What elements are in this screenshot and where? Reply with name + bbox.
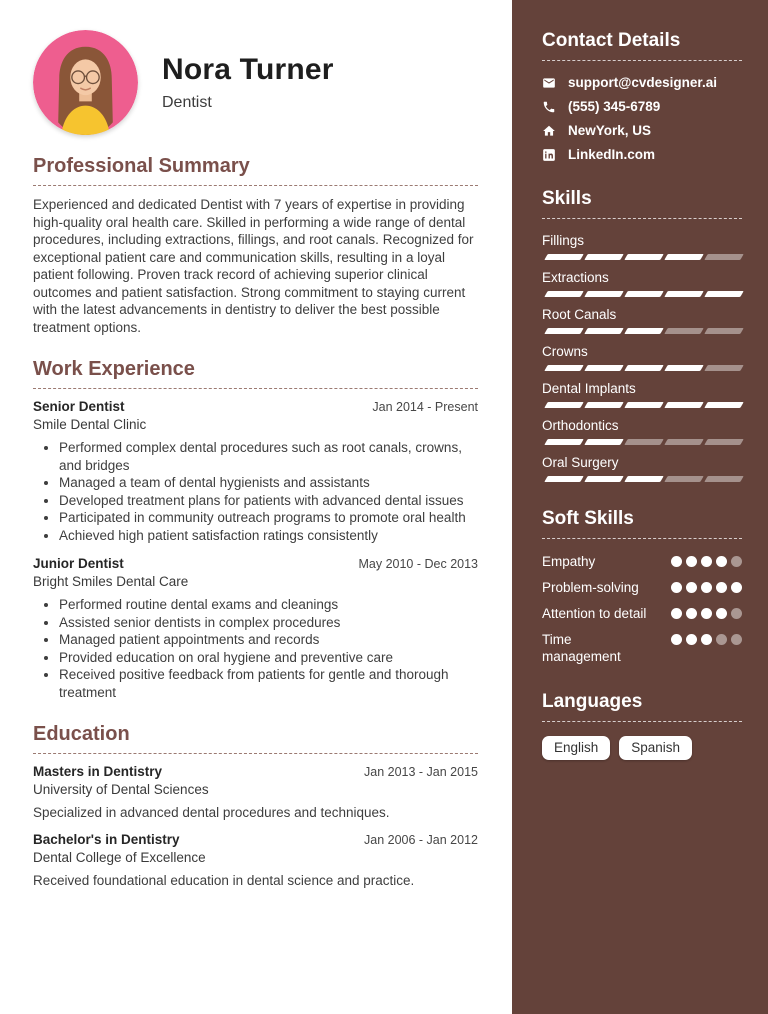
skill-dots [671,553,742,570]
contact-text: (555) 345-6789 [568,99,661,114]
education-list [33,764,478,888]
skill-dot [701,582,712,593]
skill-bar-segment [584,365,623,371]
job-bullet: • Managed patient appointments and records [59,631,478,649]
contact-item [542,123,742,138]
job-entry [33,556,478,701]
contact-item [542,147,742,162]
school: University of Dental Sciences [33,782,209,797]
soft-skill-label: Attention to detail [542,606,647,621]
skill-bar-segment [584,291,623,297]
job-bullet: • Provided education on oral hygiene and preventive care [59,649,478,667]
language-pill: Spanish [619,736,692,760]
skill-bar-segment [664,439,703,445]
job-company: Bright Smiles Dental Care [33,574,189,589]
sidebar-section-languages [542,691,742,760]
sidebar-section-contact [542,30,742,162]
skill-dot [671,608,682,619]
education-dates: Jan 2006 - Jan 2012 [364,833,478,847]
home-icon [542,124,556,138]
skill-dot [686,582,697,593]
job-dates: Jan 2014 - Present [372,400,478,414]
education-note: Specialized in advanced dental procedures and techniques. [33,805,390,820]
skill-dot [701,608,712,619]
skill-bar [542,439,742,445]
soft-skills-heading: Soft Skills [542,508,742,539]
skill-bar-segment [664,328,703,334]
skill-bar [542,365,742,371]
sidebar-section-skills [542,188,742,482]
job-company: Smile Dental Clinic [33,417,147,432]
skill-bar-segment [544,476,583,482]
soft-skill-row [542,579,742,596]
skill-bar-segment [664,291,703,297]
skill-bar-segment [544,439,583,445]
skill-dot [731,582,742,593]
skill-bar-segment [624,365,663,371]
skill-row [542,418,742,445]
section-education [33,723,478,888]
skill-dots [671,579,742,596]
skill-bar [542,476,742,482]
email-icon [542,76,556,90]
skill-label: Oral Surgery [542,455,619,470]
school: Dental College of Excellence [33,850,206,865]
skill-bar [542,254,742,260]
skill-bar-segment [704,365,743,371]
skill-dots [671,605,742,622]
soft-skill-row [542,605,742,622]
job-bullet: • Achieved high patient satisfaction ratings consistently [59,527,478,545]
skill-bar-segment [584,439,623,445]
education-dates: Jan 2013 - Jan 2015 [364,765,478,779]
person-name: Nora Turner [162,53,334,86]
soft-skill-label: Time management [542,632,621,664]
skills-heading: Skills [542,188,742,219]
summary-text: Experienced and dedicated Dentist with 7 years of expertise in providing high-quality oral health care. Skilled in performing a wide range of dental procedures, including extractions, fillings, and root canals. Recognized for exceptional patient care and communication skills, resulting in a loyal patient following. Proven track record of achieving superior clinical outcomes and patient satisfaction. Strong commitment to staying current with the latest advancements in dentistry to deliver the best possible treatment options. [33,197,474,335]
section-work [33,358,478,701]
education-entry [33,832,478,888]
skill-dot [686,556,697,567]
soft-skill-row [542,631,742,665]
skill-dot [731,608,742,619]
section-summary [33,155,478,336]
skill-bar-segment [624,291,663,297]
contact-text: NewYork, US [568,123,652,138]
skill-row [542,344,742,371]
skill-row [542,381,742,408]
skill-bar-segment [624,439,663,445]
skill-bar-segment [584,402,623,408]
skill-bar-segment [544,328,583,334]
job-dates: May 2010 - Dec 2013 [358,557,478,571]
skill-label: Root Canals [542,307,617,322]
contact-text: support@cvdesigner.ai [568,75,717,90]
job-bullet: • Performed routine dental exams and cleanings [59,596,478,614]
languages-heading: Languages [542,691,742,722]
soft-skills-list [542,553,742,665]
skill-row [542,270,742,297]
sidebar [512,0,768,1014]
skill-bar [542,291,742,297]
skill-bar-segment [544,254,583,260]
skill-dot [671,582,682,593]
skill-bar-segment [624,328,663,334]
skill-dot [716,556,727,567]
linkedin-icon [542,148,556,162]
job-header [33,399,478,414]
skill-label: Orthodontics [542,418,619,433]
work-heading: Work Experience [33,358,478,389]
skill-row [542,233,742,260]
skill-bar-segment [704,439,743,445]
soft-skill-label: Empathy [542,554,596,569]
skills-list [542,233,742,482]
skill-bar-segment [584,254,623,260]
contact-item [542,75,742,90]
skill-bar-segment [664,365,703,371]
job-entry [33,399,478,544]
skill-dot [686,608,697,619]
skill-bar-segment [704,476,743,482]
skill-bar [542,328,742,334]
skill-label: Extractions [542,270,609,285]
job-bullets [33,596,478,701]
skill-dot [671,634,682,645]
summary-heading: Professional Summary [33,155,478,186]
skill-dot [716,608,727,619]
education-heading: Education [33,723,478,754]
soft-skill-row [542,553,742,570]
skill-bar-segment [544,365,583,371]
degree: Masters in Dentistry [33,764,163,779]
avatar-illustration [33,30,138,135]
skill-bar-segment [664,476,703,482]
skill-bar-segment [624,254,663,260]
job-bullet: • Assisted senior dentists in complex procedures [59,614,478,632]
skill-bar-segment [624,476,663,482]
language-pill: English [542,736,610,760]
skill-dots [671,631,742,665]
skill-dot [731,556,742,567]
education-header [33,832,478,847]
job-bullet: • Performed complex dental procedures such as root canals, crowns, and bridges [59,439,478,474]
header [33,30,478,135]
skill-bar-segment [664,402,703,408]
skill-bar-segment [704,328,743,334]
skill-label: Fillings [542,233,585,248]
education-entry [33,764,478,820]
languages-list [542,736,742,760]
skill-bar-segment [584,328,623,334]
skill-row [542,455,742,482]
job-title: Junior Dentist [33,556,124,571]
avatar [33,30,138,135]
skill-bar-segment [704,291,743,297]
skill-label: Crowns [542,344,588,359]
skill-dot [716,634,727,645]
skill-dot [686,634,697,645]
skill-bar-segment [624,402,663,408]
job-bullets [33,439,478,544]
skill-row [542,307,742,334]
sidebar-section-soft-skills [542,508,742,665]
skill-bar-segment [544,291,583,297]
job-bullet: • Developed treatment plans for patients with advanced dental issues [59,492,478,510]
education-note: Received foundational education in dental science and practice. [33,873,415,888]
soft-skill-label: Problem-solving [542,580,639,595]
skill-dot [701,634,712,645]
job-bullet: • Participated in community outreach programs to promote oral health [59,509,478,527]
phone-icon [542,100,556,114]
job-title: Senior Dentist [33,399,125,414]
contact-text: LinkedIn.com [568,147,656,162]
skill-label: Dental Implants [542,381,636,396]
skill-dot [701,556,712,567]
skill-bar-segment [584,476,623,482]
job-bullet: • Managed a team of dental hygienists and assistants [59,474,478,492]
contact-heading: Contact Details [542,30,742,61]
header-text [162,53,334,112]
jobs-list [33,399,478,701]
skill-bar [542,402,742,408]
job-header [33,556,478,571]
skill-bar-segment [544,402,583,408]
skill-bar-segment [704,402,743,408]
skill-bar-segment [704,254,743,260]
skill-dot [716,582,727,593]
person-title: Dentist [162,94,212,111]
job-bullet: • Received positive feedback from patients for gentle and thorough treatment [59,666,478,701]
skill-dot [731,634,742,645]
contact-item [542,99,742,114]
skill-bar-segment [664,254,703,260]
skill-dot [671,556,682,567]
education-header [33,764,478,779]
degree: Bachelor's in Dentistry [33,832,180,847]
contact-list [542,75,742,162]
